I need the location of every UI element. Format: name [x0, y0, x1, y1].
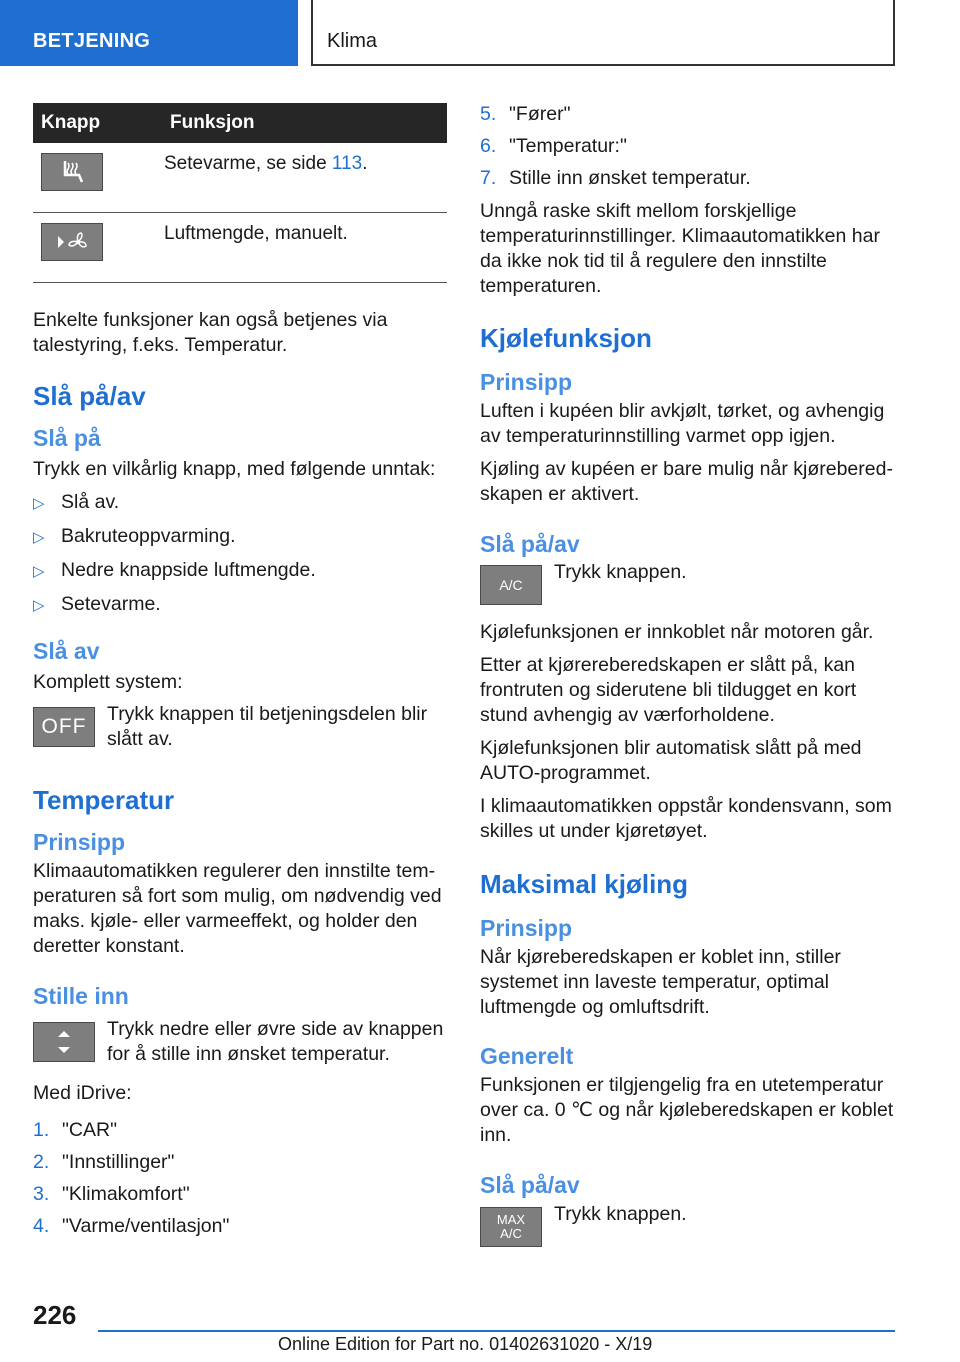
table-cell-icon [33, 213, 156, 283]
heading-prinsipp: Prinsipp [33, 829, 126, 855]
section-title: BETJENING [33, 30, 151, 52]
footer-divider [98, 1330, 895, 1332]
header-knapp: Knapp [33, 103, 156, 143]
list-item: 3. "Klimakomfort" [33, 1183, 190, 1205]
list-item: ▷ Nedre knappside luftmengde. [33, 558, 447, 584]
right-column [480, 102, 894, 1247]
table-cell-text: Setevarme, se side 113. [156, 143, 447, 213]
intro-text: Enkelte funksjoner kan også betjenes via talestyring, f.eks. Temperatur. [33, 309, 388, 356]
list-item: ▷ Slå av. [33, 490, 447, 516]
table-cell-text: Luftmengde, manuelt. [156, 213, 447, 283]
heading-generelt: Generelt [480, 1043, 574, 1069]
edition-text: Online Edition for Part no. 01402631020 - X/19 [278, 1334, 653, 1354]
generelt-text: Funksjonen er tilgjengelig fra en utetemperatur over ca. 0 ℃ og når kjøleberedskapen er koblet inn. [480, 1074, 894, 1146]
list-item: ▷ Setevarme. [33, 592, 447, 618]
list-item: 7. Stille inn ønsket temperatur. [480, 167, 751, 189]
chapter-title: Klima [327, 30, 378, 52]
off-button-icon: OFF [33, 707, 95, 747]
heading-sla-av: Slå av [33, 638, 100, 664]
kjole-text: I klimaautomatikken oppstår kondensvann, som skilles ut under kjøretøyet. [480, 795, 892, 842]
warning-text: Unngå raske skift mellom forskjellige temperaturinnstillinger. Klimaautomatikken har da ikke nok tid til å regulere den innstilte temperaturen. [480, 200, 880, 297]
press-text: Trykk knappen. [554, 561, 687, 583]
kjole-text: Luften i kupéen blir avkjølt, tørket, og avhengig av temperaturinnstilling varmet opp igjen. [480, 400, 885, 447]
stille-inn-text: Trykk nedre eller øvre side av knappen for å stille inn ønsket temperatur. [107, 1018, 444, 1065]
heading-prinsipp: Prinsipp [480, 369, 573, 395]
kjole-text: Etter at kjørereberedskapen er slått på, kan frontruten og siderutene bli tildugget en kort stund avhengig av værforholdene. [480, 654, 857, 726]
heading-temperatur: Temperatur [33, 785, 175, 815]
triangle-bullet-icon: ▷ [33, 495, 45, 512]
chapter-tab [311, 0, 895, 66]
up-down-button-icon [33, 1022, 95, 1062]
max-ac-instruction [480, 1202, 894, 1247]
header-funksjon: Funksjon [156, 103, 447, 143]
list-item: 2. "Innstillinger" [33, 1151, 175, 1173]
heading-prinsipp: Prinsipp [480, 915, 573, 941]
ac-button-icon: A/C [480, 565, 542, 605]
heading-sla-paa-av: Slå på/av [480, 1172, 580, 1198]
triangle-bullet-icon: ▷ [33, 563, 45, 580]
seat-heating-icon [41, 153, 103, 191]
list-item: 5. "Fører" [480, 103, 571, 125]
prinsipp-text: Klimaautomatikken regulerer den innstilte temperaturen så fort som mulig, om nødvendig ved maks. kjøle- eller varmeeffekt, og holder den deretter konstant. [33, 860, 442, 957]
sla-paa-text: Trykk en vilkårlig knapp, med følgende unntak: [33, 458, 436, 480]
kjole-text: Kjøling av kupéen er bare mulig når kjøreberedskapen er aktivert. [480, 458, 893, 505]
list-item: 4. "Varme/ventilasjon" [33, 1215, 230, 1237]
left-column [33, 103, 447, 1239]
stille-inn-instruction [33, 1017, 447, 1067]
press-text: Trykk knappen. [554, 1203, 687, 1225]
table-row [33, 213, 447, 283]
idrive-text: Med iDrive: [33, 1082, 132, 1104]
heading-kjolefunksjon: Kjølefunksjon [480, 323, 652, 353]
heading-sla-paa: Slå på [33, 425, 101, 451]
list-item: ▷ Bakruteoppvarming. [33, 524, 447, 550]
table-header-row [33, 103, 447, 143]
page-number: 226 [33, 1300, 77, 1330]
triangle-bullet-icon: ▷ [33, 529, 45, 546]
table-row [33, 143, 447, 213]
kjole-text: Kjølefunksjonen er innkoblet når motoren går. [480, 621, 874, 643]
page-reference-link[interactable]: 113 [331, 153, 363, 174]
heading-sla-paa-av: Slå på/av [480, 531, 580, 557]
list-item: 6. "Temperatur:" [480, 135, 627, 157]
heading-stille-inn: Stille inn [33, 983, 129, 1009]
ac-instruction [480, 560, 894, 605]
fan-manual-icon [41, 223, 103, 261]
table-cell-icon [33, 143, 156, 213]
sla-av-text: Komplett system: [33, 671, 183, 693]
max-ac-button-icon: MAX A/C [480, 1207, 542, 1247]
triangle-bullet-icon: ▷ [33, 597, 45, 614]
maks-text: Når kjøreberedskapen er koblet inn, stiller systemet inn laveste temperatur, optimal luftmengde og omluftsdrift. [480, 946, 841, 1018]
heading-sla-paa-av: Slå på/av [33, 381, 146, 411]
section-tab [0, 0, 298, 66]
list-item: 1. "CAR" [33, 1119, 118, 1141]
function-table [33, 103, 447, 283]
off-instruction [33, 702, 447, 752]
kjole-text: Kjølefunksjonen blir automatisk slått på med AUTO-programmet. [480, 737, 862, 784]
heading-maksimal-kjoling: Maksimal kjøling [480, 869, 689, 899]
off-text: Trykk knappen til betjeningsdelen blir slått av. [107, 703, 428, 750]
